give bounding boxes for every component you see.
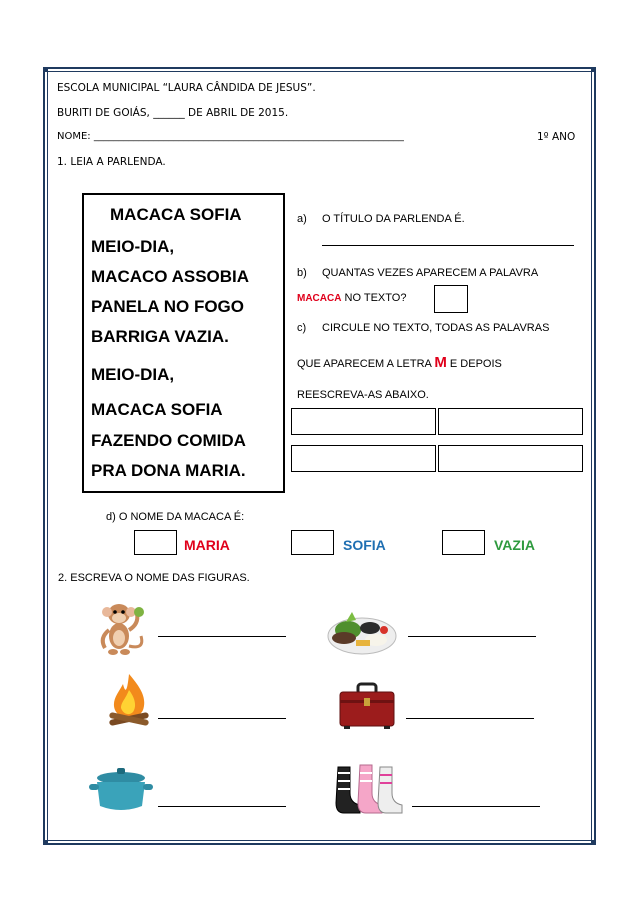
- city-date: BURITI DE GOIÁS, ______ DE ABRIL DE 2015.: [57, 107, 289, 119]
- question-2-label: 2. ESCREVA O NOME DAS FIGURAS.: [58, 572, 250, 584]
- rewrite-box[interactable]: [438, 408, 583, 435]
- question-c-letter: c): [297, 322, 307, 334]
- poem-line: MACACO ASSOBIA: [91, 267, 250, 286]
- rewrite-box[interactable]: [291, 408, 436, 435]
- option-checkbox-maria[interactable]: [134, 530, 177, 555]
- answer-line-suitcase[interactable]: [406, 718, 534, 719]
- poem-line: BARRIGA VAZIA.: [91, 327, 229, 346]
- name-field[interactable]: NOME: ______________________________________________________________: [57, 131, 404, 142]
- border-corner: [591, 67, 596, 72]
- question-c-line2: [297, 354, 502, 371]
- option-maria: MARIA: [184, 537, 230, 553]
- border-corner: [591, 840, 596, 845]
- border-corner: [43, 840, 48, 845]
- question-c-line3: REESCREVA-AS ABAIXO.: [297, 389, 429, 401]
- question-b-rest: NO TEXTO?: [341, 292, 407, 304]
- question-a-letter: a): [297, 213, 307, 225]
- cooking-pot-image: [88, 766, 154, 816]
- border-corner: [43, 67, 48, 72]
- question-b-letter: b): [297, 267, 307, 279]
- option-sofia: SOFIA: [343, 537, 386, 553]
- poem-line: FAZENDO COMIDA: [91, 431, 246, 450]
- answer-line-pot[interactable]: [158, 806, 286, 807]
- answer-line-food[interactable]: [408, 636, 536, 637]
- letter-m: M: [434, 354, 447, 371]
- question-c-line2-post: E DEPOIS: [446, 358, 502, 370]
- question-c-line2-pre: QUE APARECEM A LETRA: [297, 358, 435, 370]
- rewrite-box[interactable]: [438, 445, 583, 472]
- option-vazia: VAZIA: [494, 537, 535, 553]
- poem-box: [82, 193, 285, 493]
- poem-line: MEIO-DIA,: [91, 237, 175, 256]
- campfire-image: [103, 670, 155, 730]
- answer-line-a[interactable]: [322, 245, 574, 246]
- food-plate-image: [326, 600, 398, 658]
- answer-line-monkey[interactable]: [158, 636, 286, 637]
- rewrite-box[interactable]: [291, 445, 436, 472]
- socks-image: [330, 763, 408, 815]
- word-macaca: MACACA: [297, 293, 342, 304]
- option-checkbox-vazia[interactable]: [442, 530, 485, 555]
- question-a-text: O TÍTULO DA PARLENDA É.: [322, 213, 465, 225]
- question-d-text: d) O NOME DA MACACA É:: [106, 511, 245, 523]
- question-b-line2: [297, 292, 406, 304]
- answer-line-socks[interactable]: [412, 806, 540, 807]
- poem-title: MACACA SOFIA: [110, 205, 242, 224]
- option-checkbox-sofia[interactable]: [291, 530, 334, 555]
- question-c-text: CIRCULE NO TEXTO, TODAS AS PALAVRAS: [322, 322, 550, 334]
- question-1-label: 1. LEIA A PARLENDA.: [57, 156, 166, 168]
- poem-line: MEIO-DIA,: [91, 365, 175, 384]
- poem-line: MACACA SOFIA: [91, 400, 223, 419]
- answer-line-campfire[interactable]: [158, 718, 286, 719]
- poem-line: PRA DONA MARIA.: [91, 461, 246, 480]
- grade-label: 1º ANO: [537, 131, 576, 143]
- poem-line: PANELA NO FOGO: [91, 297, 244, 316]
- question-b-text: QUANTAS VEZES APARECEM A PALAVRA: [322, 267, 539, 279]
- suitcase-image: [336, 680, 398, 732]
- monkey-image: [95, 600, 153, 658]
- school-name: ESCOLA MUNICIPAL “LAURA CÂNDIDA DE JESUS”.: [57, 82, 316, 94]
- answer-box-b[interactable]: [434, 285, 468, 313]
